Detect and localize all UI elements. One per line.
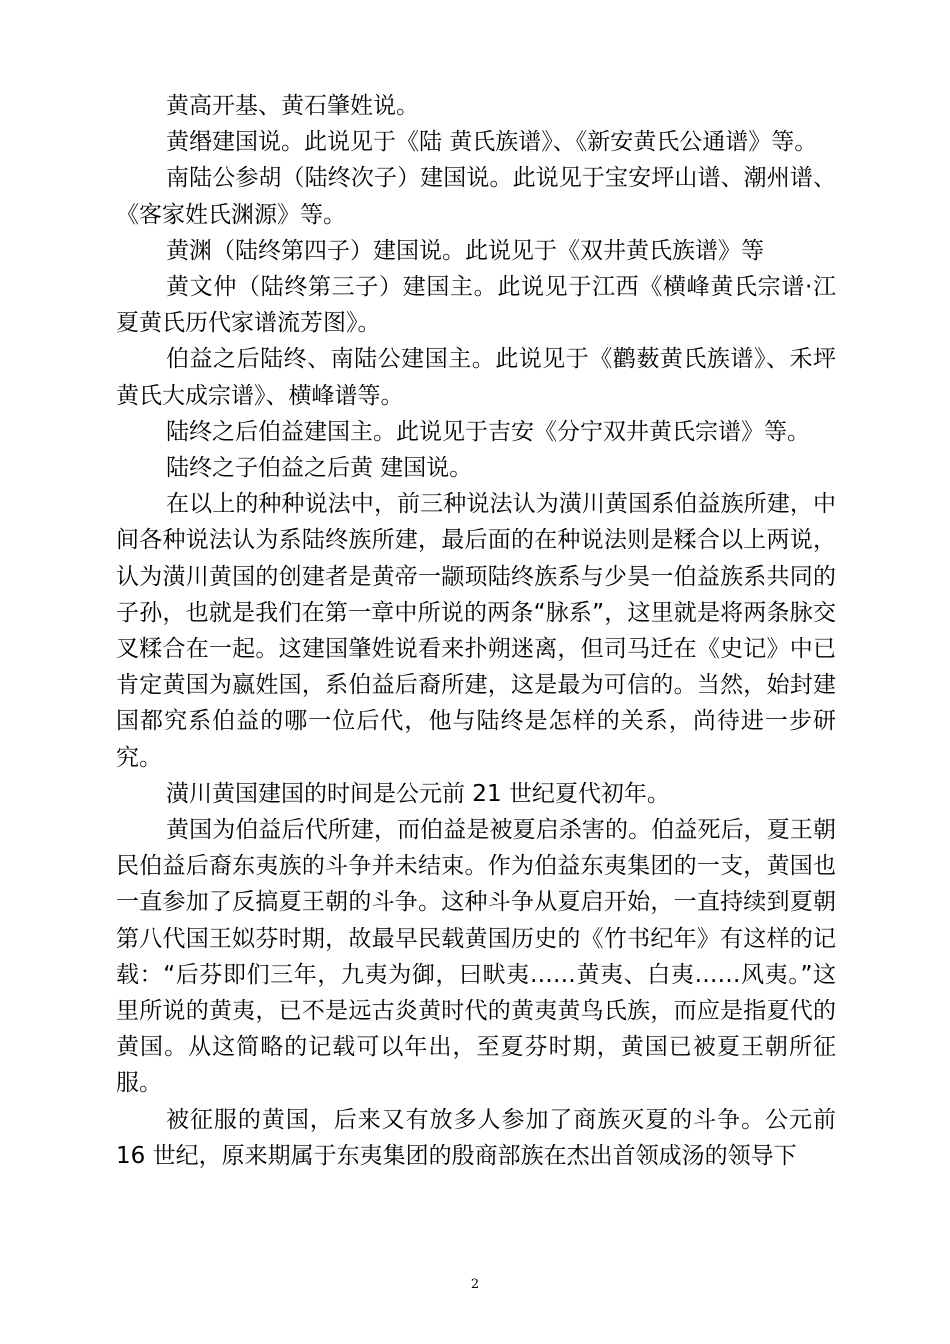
paragraph-4: 黄渊（陆终第四子）建国说。此说见于《双井黄氏族谱》等 bbox=[166, 237, 764, 264]
paragraph-6: 伯益之后陆终、南陆公建国主。此说见于《鹳薮黄氏族谱》、禾坪黄氏大成宗谱》、横峰谱等。 bbox=[116, 346, 836, 409]
paragraph-3: 南陆公参胡（陆终次子）建国说。此说见于宝安坪山谱、潮州谱、《客家姓氏渊源》等。 bbox=[116, 165, 836, 228]
document-body bbox=[116, 88, 836, 1174]
paragraph-12: 被征服的黄国，后来又有放多人参加了商族灭夏的斗争。公元前 16 世纪，原来期属于东夷集团的殷商部族在杰出首领成汤的领导下 bbox=[116, 1106, 836, 1169]
page-number: 2 bbox=[470, 1277, 480, 1292]
paragraph-1: 黄高开基、黄石肇姓说。 bbox=[166, 93, 419, 119]
paragraph-7: 陆终之后伯益建国主。此说见于吉安《分宁双井黄氏宗谱》等。 bbox=[166, 418, 810, 445]
paragraph-10: 潢川黄国建国的时间是公元前 21 世纪夏代初年。 bbox=[166, 780, 670, 807]
paragraph-5: 黄文仲（陆终第三子）建国主。此说见于江西《横峰黄氏宗谱·江夏黄氏历代家谱流芳图》。 bbox=[116, 274, 836, 337]
paragraph-11: 黄国为伯益后代所建，而伯益是被夏启杀害的。伯益死后，夏王朝民伯益后裔东夷族的斗争并未结束。作为伯益东夷集团的一支，黄国也一直参加了反搞夏王朝的斗争。这种斗争从夏启开始，一直持续到夏朝第八代国王姒芬时期，故最早民载黄国历史的《竹书纪年》有这样的记载：“后芬即们三年，九夷为御，曰畎夷……黄夷、白夷……风夷。”这里所说的黄夷，已不是远古炎黄时代的黄夷黄鸟氏族，而应是指夏代的黄国。从这简略的记载可以年出，至夏芬时期，黄国已被夏王朝所征服。 bbox=[116, 817, 836, 1097]
paragraph-8: 陆终之子伯益之后黄 建国说。 bbox=[166, 455, 473, 482]
paragraph-9: 在以上的种种说法中，前三种说法认为潢川黄国系伯益族所建，中间各种说法认为系陆终族所建，最后面的在种说法则是糅合以上两说，认为潢川黄国的创建者是黄帝一颛顼陆终族系与少昊一伯益族系共同的子孙，也就是我们在第一章中所说的两条“脉系”，这里就是将两条脉交叉糅合在一起。这建国肇姓说看来扑朔迷离，但司马迁在《史记》中已肯定黄国为嬴姓国，系伯益后裔所建，这是最为可信的。当然，始封建国都究系伯益的哪一位后代，他与陆终是怎样的关系，尚待进一步研究。 bbox=[116, 491, 836, 771]
paragraph-2: 黄缗建国说。此说见于《陆 黄氏族谱》、《新安黄氏公通谱》等。 bbox=[166, 129, 818, 156]
